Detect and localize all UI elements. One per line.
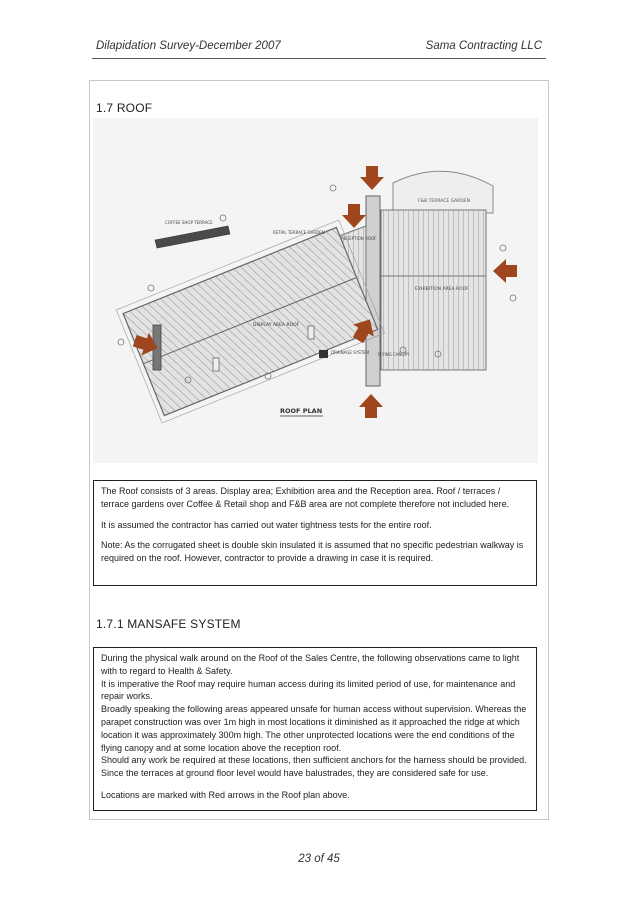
exhibition-roof-label: EXHIBITION AREA ROOF bbox=[415, 287, 469, 292]
coffee-terrace-label: COFFEE SHOP TERRACE bbox=[165, 220, 213, 225]
mansafe-line-3: Broadly speaking the following areas appeared unsafe for human access without supervision. Whereas the parapet construction was over 1m high in most locations it diminished as it approached the ridge at which location it was approximately 300m high. The other unprotected locations were the end conditions of the flying canopy and at some location above the reception roof. bbox=[101, 704, 527, 753]
arrow-bottom bbox=[359, 394, 383, 418]
mansafe-line-5: Since the terraces at ground floor level would have balustrades, they are considered safe for use. bbox=[101, 768, 489, 779]
flying-canopy bbox=[366, 196, 380, 386]
mansafe-line-4: Should any work be required at these locations, then sufficient anchors for the harness should be provided. bbox=[101, 755, 527, 766]
header-document-title: Dilapidation Survey-December 2007 bbox=[96, 40, 281, 52]
mansafe-line-1: During the physical walk around on the Roof of the Sales Centre, the following observations came to light with to regard to Health & Safety. bbox=[101, 653, 520, 676]
page-number: 23 of 45 bbox=[298, 853, 340, 865]
header-company-name: Sama Contracting LLC bbox=[425, 40, 542, 52]
section-title-roof: 1.7 ROOF bbox=[96, 101, 153, 115]
roof-plan-title: ROOF PLAN bbox=[280, 407, 323, 415]
section-title-mansafe: 1.7.1 MANSAFE SYSTEM bbox=[96, 617, 241, 631]
reception-roof-label: RECEPTION ROOF bbox=[341, 236, 377, 241]
coffee-terrace-band bbox=[155, 226, 230, 248]
roof-description-box bbox=[93, 480, 537, 586]
fb-terrace-label: F&B TERRACE GARDEN bbox=[418, 199, 471, 204]
flying-canopy-label: FLYING CANOPY bbox=[378, 352, 410, 357]
roof-plan-svg bbox=[93, 118, 538, 463]
mansafe-box bbox=[93, 647, 537, 811]
header-rule bbox=[92, 58, 546, 59]
arrow-reception bbox=[342, 204, 366, 228]
drainage-label: DRAINAGE SYSTEM bbox=[331, 350, 370, 355]
mansafe-note: Locations are marked with Red arrows in the Roof plan above. bbox=[101, 789, 350, 800]
retail-terrace-label: RETAIL TERRACE GARDEN bbox=[273, 230, 325, 235]
fb-terrace-outline bbox=[393, 171, 493, 213]
roof-description-2: It is assumed the contractor has carried out water tightness tests for the entire roof. bbox=[101, 519, 432, 530]
arrow-right bbox=[493, 259, 517, 283]
display-roof-label: DISPLAY AREA ROOF bbox=[253, 323, 300, 328]
arrow-top bbox=[360, 166, 384, 190]
mansafe-line-2: It is imperative the Roof may require human access during its limited period of use, for maintenance and repair works. bbox=[101, 678, 516, 702]
roof-plan-drawing bbox=[93, 118, 538, 463]
roof-description-3: Note: As the corrugated sheet is double skin insulated it is assumed that no specific pedestrian walkway is required on the roof. However, contractor to provide a drawing in case it is required. bbox=[101, 540, 524, 564]
roof-description-1: The Roof consists of 3 areas. Display area; Exhibition area and the Reception area. Roof / terraces / terrace gardens over Coffee & Retail shop and F&B area are not complete therefore not included here. bbox=[101, 486, 510, 509]
